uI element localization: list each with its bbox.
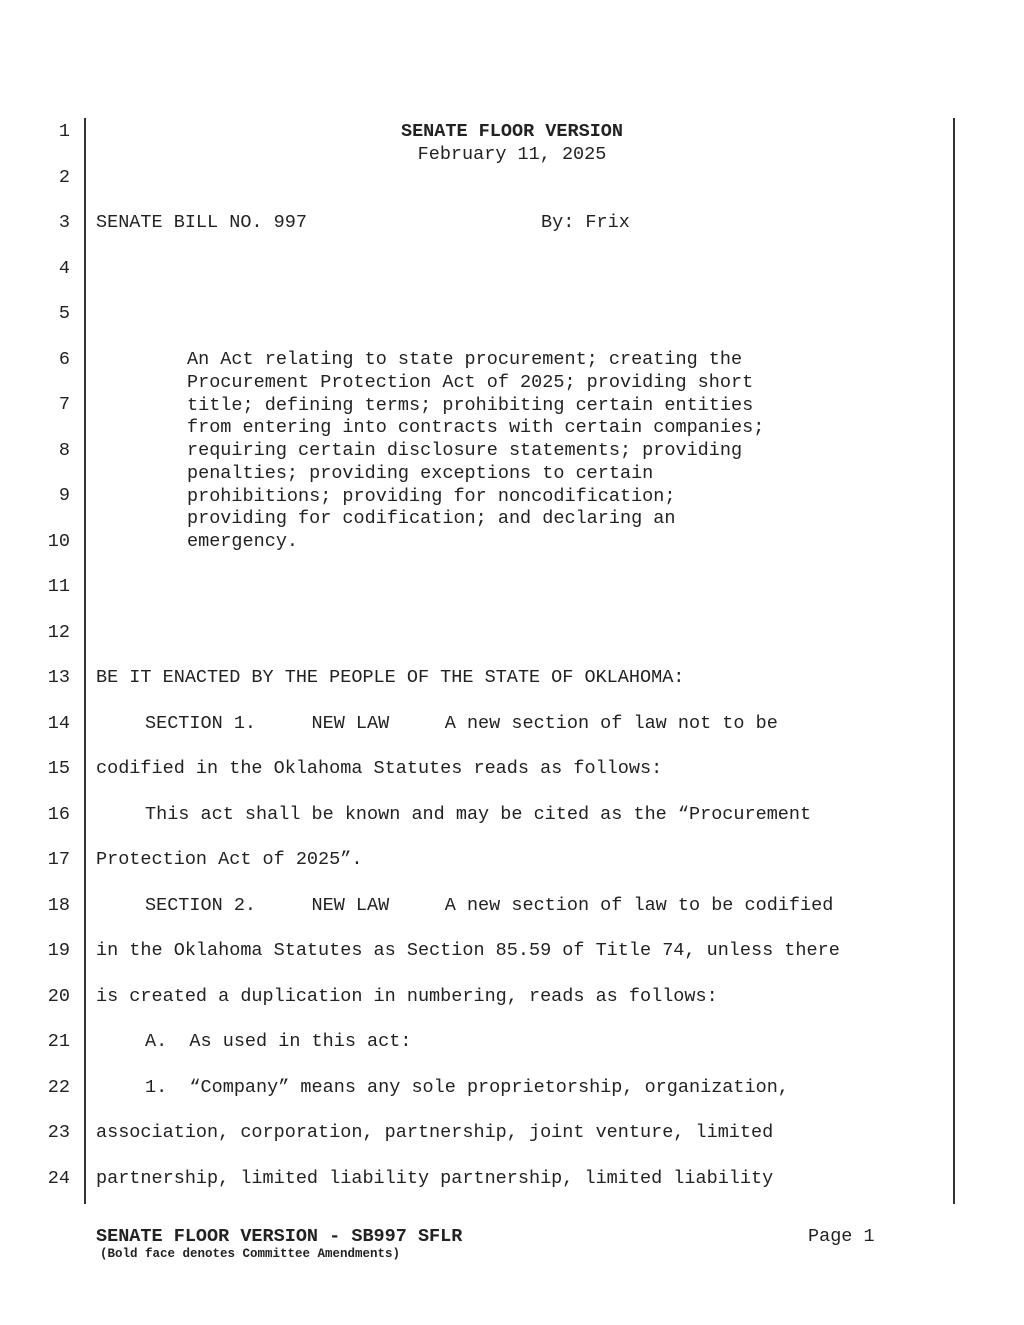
line-number: 1 [58, 121, 70, 142]
line-number: 18 [47, 895, 70, 916]
footer-title: SENATE FLOOR VERSION - SB997 SFLR [96, 1226, 463, 1247]
body-line: 1. “Company” means any sole proprietorship, organization, [145, 1077, 789, 1098]
bill-author: By: Frix [541, 212, 630, 233]
body-line: association, corporation, partnership, joint venture, limited [96, 1122, 774, 1143]
page-number: Page 1 [808, 1226, 875, 1247]
line-number: 7 [58, 394, 70, 415]
body-line: is created a duplication in numbering, reads as follows: [96, 986, 718, 1007]
line-number: 8 [58, 440, 70, 461]
title-line: providing for codification; and declaring an [187, 508, 676, 529]
left-margin-rule [84, 118, 86, 1204]
body-line: A. As used in this act: [145, 1031, 412, 1052]
line-number: 20 [47, 986, 70, 1007]
line-number: 5 [58, 303, 70, 324]
line-number: 3 [58, 212, 70, 233]
line-number: 22 [47, 1077, 70, 1098]
title-line: penalties; providing exceptions to certain [187, 463, 654, 484]
right-margin-rule [953, 118, 955, 1204]
bill-number: SENATE BILL NO. 997 [96, 212, 307, 233]
line-number: 17 [47, 849, 70, 870]
title-line: title; defining terms; prohibiting certain entities [187, 395, 754, 416]
body-line: in the Oklahoma Statutes as Section 85.59 of Title 74, unless there [96, 940, 840, 961]
line-number: 9 [58, 485, 70, 506]
title-line: An Act relating to state procurement; creating the [187, 349, 743, 370]
line-number: 10 [47, 531, 70, 552]
body-line: partnership, limited liability partnership, limited liability [96, 1168, 774, 1189]
title-line: requiring certain disclosure statements; providing [187, 440, 743, 461]
title-line: emergency. [187, 531, 299, 552]
line-number: 11 [47, 576, 70, 597]
line-number: 6 [58, 349, 70, 370]
body-line: SECTION 1. NEW LAW A new section of law not to be [145, 713, 778, 734]
line-number: 13 [47, 667, 70, 688]
body-line: This act shall be known and may be cited as the “Procurement [145, 804, 812, 825]
line-number: 15 [47, 758, 70, 779]
line-number: 21 [47, 1031, 70, 1052]
line-number: 16 [47, 804, 70, 825]
line-number: 24 [47, 1168, 70, 1189]
enacting-clause: BE IT ENACTED BY THE PEOPLE OF THE STATE OF OKLAHOMA: [96, 667, 685, 688]
footer-note: (Bold face denotes Committee Amendments) [100, 1247, 401, 1261]
document-date: February 11, 2025 [417, 144, 607, 165]
title-line: Procurement Protection Act of 2025; providing short [187, 372, 754, 393]
body-line: codified in the Oklahoma Statutes reads as follows: [96, 758, 663, 779]
line-number: 23 [47, 1122, 70, 1143]
title-line: prohibitions; providing for noncodification; [187, 486, 676, 507]
body-line: SECTION 2. NEW LAW A new section of law to be codified [145, 895, 834, 916]
line-number: 19 [47, 940, 70, 961]
title-line: from entering into contracts with certain companies; [187, 417, 765, 438]
line-number: 2 [58, 167, 70, 188]
line-number: 4 [58, 258, 70, 279]
document-title: SENATE FLOOR VERSION [400, 121, 624, 142]
body-line: Protection Act of 2025”. [96, 849, 363, 870]
line-number: 12 [47, 622, 70, 643]
line-number: 14 [47, 713, 70, 734]
